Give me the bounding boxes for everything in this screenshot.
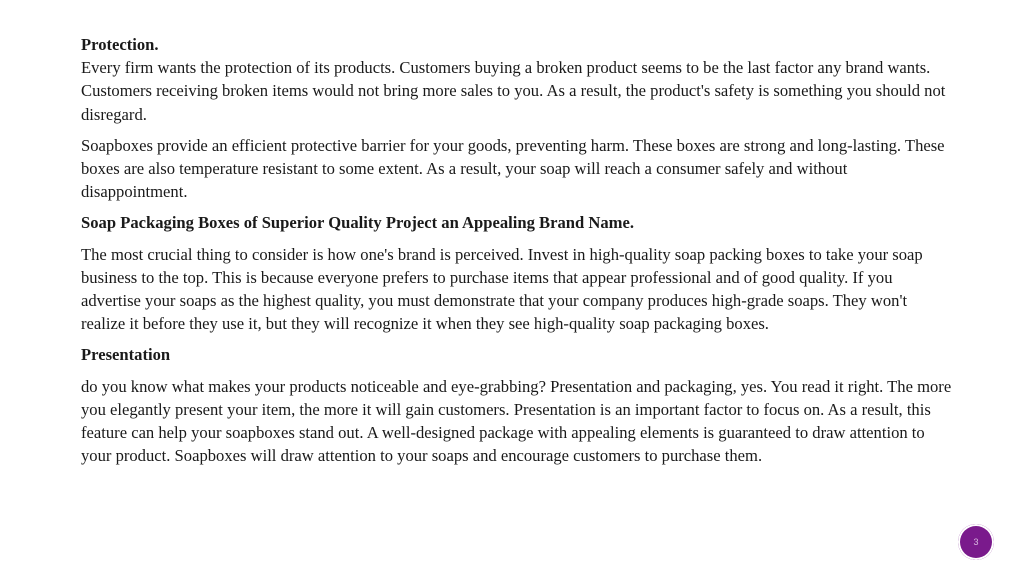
section-heading-presentation: Presentation: [81, 345, 171, 365]
section-heading-protection: Protection.: [81, 35, 159, 54]
slide-number-badge: 3: [958, 524, 994, 560]
paragraph-protection-1: Every firm wants the protection of its products. Customers buying a broken product seems to be the last factor any brand wants. Customers receiving broken items would not bring more sales to you. As a result, the product's safety is something you should not disregard.: [81, 58, 946, 124]
paragraph-presentation-1: do you know what makes your products noticeable and eye-grabbing? Presentation and packaging, yes. You read it right. The more you elegantly present your item, the more it will gain customers. Presentation is an important factor to focus on. As a result, this feature can help your soapboxes stand out. A well-designed package with appealing elements is guaranteed to draw attention to your product. Soapboxes will draw attention to your soaps and encourage customers to purchase them.: [81, 376, 952, 466]
slide-content: [81, 33, 953, 467]
paragraph-quality-1: The most crucial thing to consider is how one's brand is perceived. Invest in high-quality soap packing boxes to take your soap business to the top. This is because everyone prefers to purchase items that appear professional and of good quality. If you advertise your soaps as the highest quality, you must demonstrate that your company produces high-grade soaps. They won't realize it before they use it, but they will recognize it when they see high-quality soap packaging boxes.: [81, 244, 923, 334]
paragraph-protection-2: Soapboxes provide an efficient protective barrier for your goods, preventing harm. These boxes are strong and long-lasting. These boxes are also temperature resistant to some extent. As a result, your soap will reach a consumer safely and without disappointment.: [81, 135, 945, 202]
section-heading-quality: Soap Packaging Boxes of Superior Quality Project an Appealing Brand Name.: [81, 213, 635, 233]
